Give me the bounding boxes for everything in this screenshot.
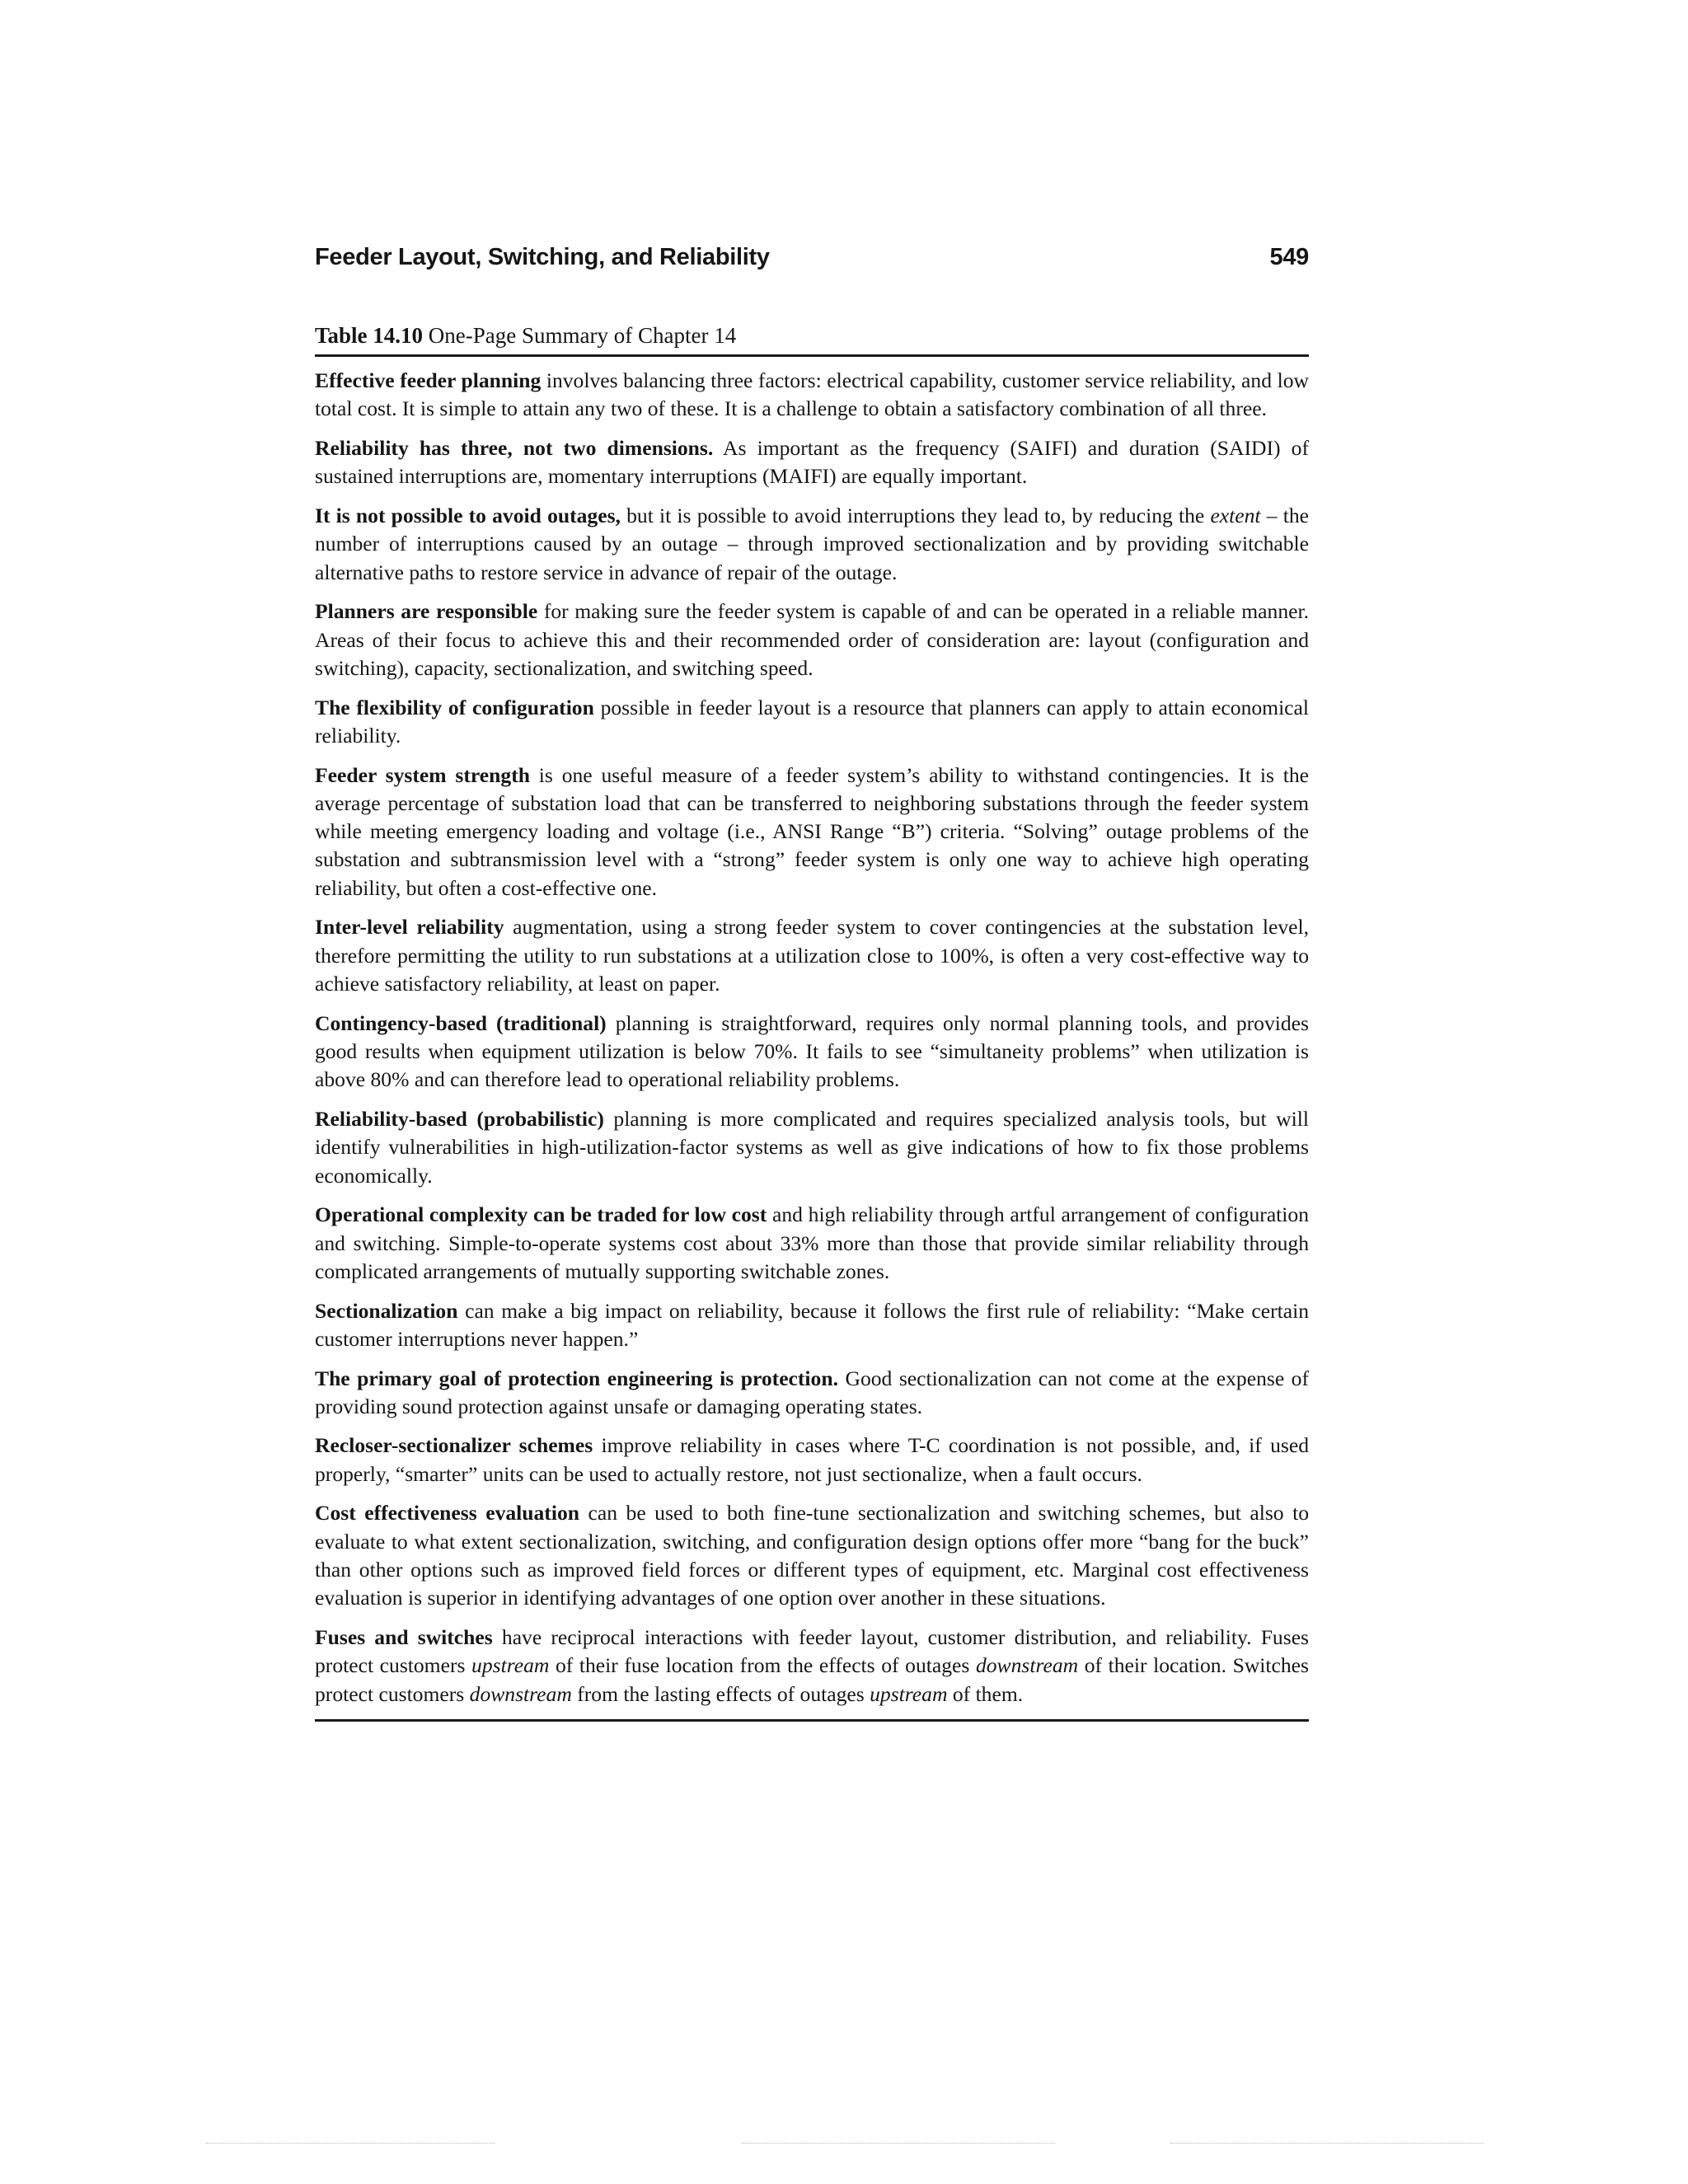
item-text: of their location. Switches protect customers [315, 1653, 1309, 1706]
item-emphasis: downstream [975, 1653, 1079, 1678]
running-header [315, 244, 1309, 277]
summary-item-sectionalization [315, 1297, 1309, 1354]
summary-item-reliability-based [315, 1105, 1309, 1190]
item-text: Good sectionalization can not come at the expense of providing sound protection against unsafe or damaging operating states. [315, 1366, 1309, 1418]
item-text: of them. [947, 1681, 1024, 1706]
item-lead: Reliability-based (probabilistic) [315, 1106, 604, 1131]
item-text: planning is more complicated and requires specialized analysis tools, but will identify vulnerabilities in high-utilization-factor systems as well as give indications of how to fix those problems economically. [315, 1106, 1309, 1188]
item-text: possible in feeder layout is a resource that planners can apply to attain economical reliability. [315, 695, 1310, 748]
item-lead: Effective feeder planning [315, 368, 542, 392]
item-lead: Reliability has three, not two dimensions. [315, 435, 714, 460]
item-text: can be used to both fine-tune sectionalization and switching schemes, but also to evaluate to what extent sectionalization, switching, and configuration design options offer more “bang for the buck” than other options such as improved field forces or different types of equipment, etc. Marginal cost effectiveness evaluation is superior in identifying advantages of one option over another in these situations. [315, 1501, 1310, 1610]
summary-table [315, 321, 1309, 1722]
item-lead: Planners are responsible [315, 599, 538, 624]
item-emphasis: upstream [870, 1681, 948, 1706]
item-text: As important as the frequency (SAIFI) and duration (SAIDI) of sustained interruptions are, momentary interruptions (MAIFI) are equally important. [315, 435, 1310, 489]
page-number: 549 [1269, 244, 1309, 270]
item-text: augmentation, using a strong feeder system to cover contingencies at the substation level, therefore permitting the utility to run substations at a utilization close to 100%, is often a very cost-effective way to achieve satisfactory reliability, at least on paper. [315, 915, 1309, 996]
table-title: One-Page Summary of Chapter 14 [428, 323, 737, 348]
summary-item-operational-complexity [315, 1201, 1309, 1286]
scan-artifact-line [742, 2143, 1055, 2144]
item-lead: It is not possible to avoid outages, [315, 503, 621, 527]
item-text: improve reliability in cases where T-C coordination is not possible, and, if used properly, “smarter” units can be used to actually restore, not just sectionalize, when a fault occurs. [315, 1433, 1310, 1486]
summary-item-flexibility-of-configuration [315, 694, 1309, 751]
item-text: and high reliability through artful arrangement of configuration and switching. Simple-to-operate systems cost about 33% more than those that provide similar reliability through complicated arrangements of mutually supporting switchable zones. [315, 1202, 1309, 1283]
item-text: but it is possible to avoid interruptions they lead to, by reducing the [620, 503, 1211, 527]
summary-item-recloser-sectionalizer [315, 1432, 1309, 1488]
table-caption [315, 321, 1309, 354]
running-title: Feeder Layout, Switching, and Reliability [315, 244, 770, 270]
summary-item-cost-effectiveness [315, 1499, 1309, 1612]
summary-item-contingency-based [315, 1010, 1309, 1094]
summary-item-effective-feeder-planning [315, 367, 1309, 424]
table-bottom-rule [315, 1719, 1309, 1722]
summary-item-planners-responsible [315, 598, 1309, 682]
item-lead: Feeder system strength [315, 762, 530, 787]
item-lead: Fuses and switches [315, 1625, 493, 1650]
item-text: is one useful measure of a feeder system’s ability to withstand contingencies. It is the average percentage of substation load that can be transferred to neighboring substations through the feeder system while meeting emergency loading and voltage (i.e., ANSI Range “B”) criteria. “Solving” outage problems of the substation and subtransmission level with a “strong” feeder system is only one way to achieve high operating reliability, but often a cost-effective one. [315, 762, 1310, 900]
item-text: planning is straightforward, requires only normal planning tools, and provides good results when equipment utilization is below 70%. It fails to see “simultaneity problems” when utilization is above 80% and can therefore lead to operational reliability problems. [315, 1010, 1309, 1092]
summary-item-feeder-system-strength [315, 762, 1309, 902]
scan-artifact-line [206, 2143, 495, 2144]
summary-item-inter-level-reliability [315, 913, 1309, 998]
item-text: involves balancing three factors: electrical capability, customer service reliability, and low total cost. It is simple to attain any two of these. It is a challenge to obtain a satisfactory combination of all three. [315, 368, 1309, 421]
item-text: – the number of interruptions caused by an outage – through improved sectionalization and by providing switchable alternative paths to restore service in advance of repair of the outage. [315, 503, 1309, 584]
summary-item-protection-engineering [315, 1365, 1309, 1422]
item-text: have reciprocal interactions with feeder layout, customer distribution, and reliability. Fuses protect customers [315, 1625, 1310, 1678]
item-lead: The primary goal of protection engineering is protection. [315, 1366, 838, 1390]
item-text: of their fuse location from the effects of outages [549, 1653, 976, 1678]
summary-item-reliability-dimensions [315, 434, 1309, 491]
item-lead: The flexibility of configuration [315, 695, 594, 719]
summary-item-avoid-outages [315, 502, 1309, 587]
summary-item-fuses-and-switches [315, 1624, 1309, 1708]
item-lead: Sectionalization [315, 1298, 458, 1323]
item-emphasis: upstream [471, 1653, 550, 1678]
item-lead: Operational complexity can be traded for low cost [315, 1202, 767, 1227]
item-lead: Cost effectiveness evaluation [315, 1501, 579, 1526]
item-lead: Inter-level reliability [315, 915, 504, 940]
item-text: for making sure the feeder system is capable of and can be operated in a reliable manner. Areas of their focus to achieve this and their recommended order of consideration are: layout (configuration and switching), capacity, sectionalization, and switching speed. [315, 599, 1310, 680]
scan-artifact-line [1170, 2143, 1484, 2144]
item-emphasis: extent [1210, 503, 1261, 527]
item-text: can make a big impact on reliability, because it follows the first rule of reliability: “Make certain customer interruptions never happen.” [315, 1298, 1309, 1351]
item-text: from the lasting effects of outages [571, 1681, 870, 1706]
item-lead: Recloser-sectionalizer schemes [315, 1433, 593, 1458]
item-lead: Contingency-based (traditional) [315, 1010, 607, 1035]
item-emphasis: downstream [469, 1681, 572, 1706]
summary-list [315, 357, 1309, 1708]
table-label: Table 14.10 [315, 323, 424, 348]
